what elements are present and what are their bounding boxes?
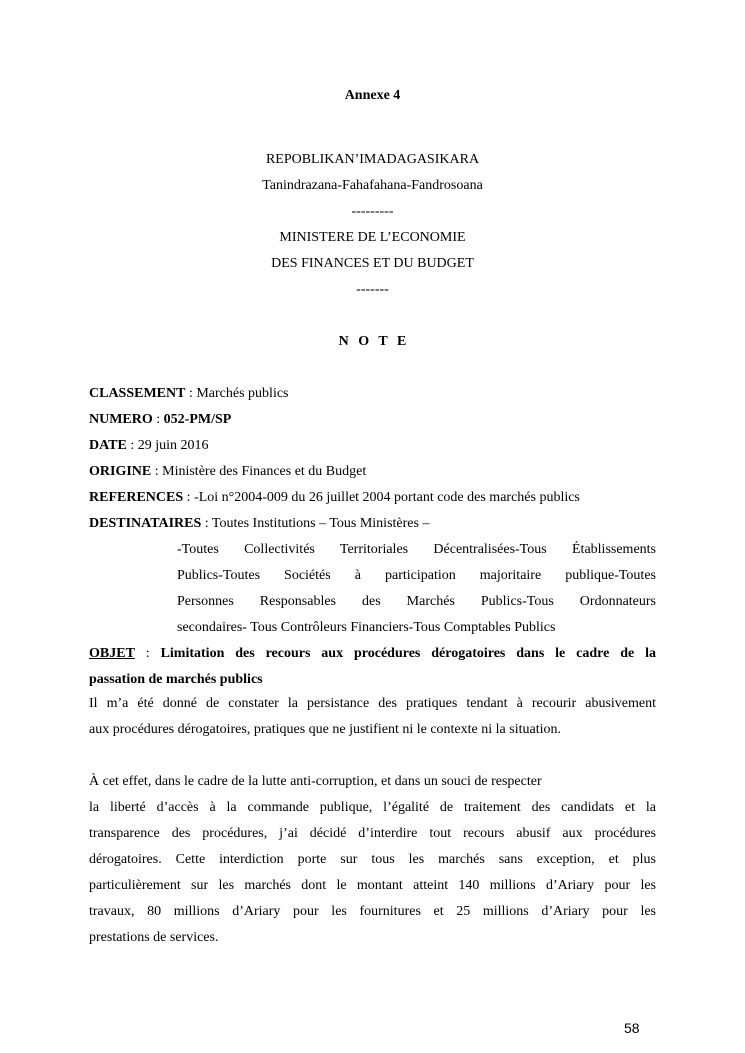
paragraph-2-line: dérogatoires. Cette interdiction porte sur tous les marchés sans exception, et plus	[89, 852, 656, 867]
numero-label: NUMERO	[89, 412, 153, 427]
paragraph-2-line: À cet effet, dans le cadre de la lutte anti-corruption, et dans un souci de respecter	[89, 774, 542, 789]
objet-line-1: Limitation des recours aux procédures dérogatoires dans le cadre de la	[160, 646, 657, 661]
classement-label: CLASSEMENT	[89, 386, 186, 401]
destinataires-line: secondaires- Tous Contrôleurs Financiers-Tous Comptables Publics	[177, 620, 556, 635]
paragraph-2-line: particulièrement sur les marchés dont le montant atteint 140 millions d’Ariary pour les	[89, 878, 656, 893]
references-label: REFERENCES	[89, 490, 184, 505]
field-classement	[89, 386, 656, 402]
annex-title: Annexe 4	[344, 88, 401, 103]
objet-line-2: passation de marchés publics	[89, 672, 263, 687]
paragraph-2-line: transparence des procédures, j’ai décidé d’interdire tout recours abusif aux procédures	[89, 826, 656, 841]
origine-label: ORIGINE	[89, 464, 152, 479]
date-value: : 29 juin 2016	[126, 438, 209, 453]
destinataires-line: -Toutes Collectivités Territoriales Décentralisées-Tous Établissements	[177, 542, 656, 557]
header-ministry-line-2: DES FINANCES ET DU BUDGET	[271, 256, 474, 271]
header-separator-2: -------	[356, 282, 389, 297]
paragraph-1-line: Il m’a été donné de constater la persistance des pratiques tendant à recourir abusivement	[89, 696, 656, 711]
objet-sep: :	[134, 646, 161, 661]
paragraph-2-line: prestations de services.	[89, 930, 219, 945]
classement-value: : Marchés publics	[185, 386, 289, 401]
objet-label: OBJET	[89, 646, 135, 661]
numero-value: 052-PM/SP	[163, 412, 232, 427]
destinataires-line: Publics-Toutes Sociétés à participation majoritaire publique-Toutes	[177, 568, 656, 583]
references-value: : -Loi n°2004-009 du 26 juillet 2004 portant code des marchés publics	[183, 490, 580, 505]
destinataires-label: DESTINATAIRES	[89, 516, 202, 531]
field-origine	[89, 464, 656, 480]
date-label: DATE	[89, 438, 127, 453]
field-references	[89, 490, 656, 506]
header-republic: REPOBLIKAN’IMADAGASIKARA	[265, 152, 480, 167]
header-motto: Tanindrazana-Fahafahana-Fandrosoana	[262, 178, 483, 193]
paragraph-1-line: aux procédures dérogatoires, pratiques que ne justifient ni le contexte ni la situation.	[89, 722, 561, 737]
paragraph-2-line: travaux, 80 millions d’Ariary pour les fournitures et 25 millions d’Ariary pour les	[89, 904, 656, 919]
note-title: N O T E	[338, 334, 407, 349]
header-ministry-line-1: MINISTERE DE L’ECONOMIE	[279, 230, 466, 245]
header-separator-1: ---------	[351, 204, 394, 219]
destinataires-line: Personnes Responsables des Marchés Publics-Tous Ordonnateurs	[177, 594, 656, 609]
field-objet	[89, 646, 656, 662]
origine-value: : Ministère des Finances et du Budget	[151, 464, 367, 479]
field-date	[89, 438, 656, 454]
paragraph-2-line: la liberté d’accès à la commande publique, l’égalité de traitement des candidats et la	[89, 800, 656, 815]
field-numero	[89, 412, 656, 428]
page-number: 58	[624, 1020, 640, 1036]
field-destinataires	[89, 516, 656, 532]
destinataires-value: : Toutes Institutions – Tous Ministères –	[201, 516, 430, 531]
numero-sep: :	[152, 412, 164, 427]
